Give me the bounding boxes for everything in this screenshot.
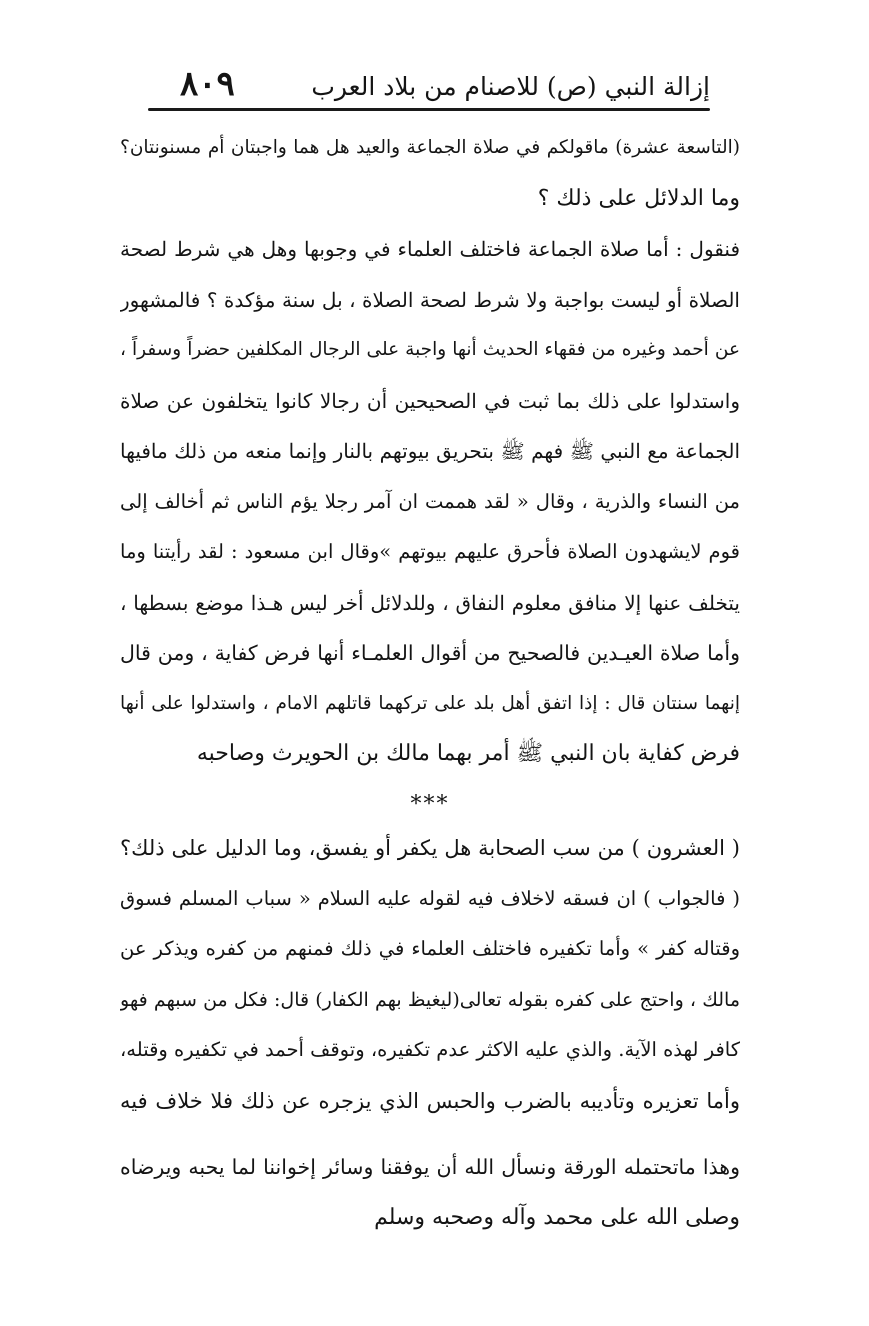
text-line: فرض كفاية بان النبي ﷺ أمر بهما مالك بن الحويرث وصاحبه (196, 741, 740, 766)
text-line: ( العشرون ) من سب الصحابة هل يكفر أو يفسق، وما الدليل على ذلك؟ (120, 836, 740, 860)
text-line: واستدلوا على ذلك بما ثبت في الصحيحين أن رجالا كانوا يتخلفون عن صلاة (120, 388, 740, 413)
text-line: مالك ، واحتج على كفره بقوله تعالى(ليغيظ بهم الكفار) قال: فكل من سبهم فهو (120, 988, 740, 1011)
text-line: يتخلف عنها إلا منافق معلوم النفاق ، وللدلائل أخر ليس هـذا موضع بسطها ، (120, 590, 740, 615)
section-question-20 (120, 823, 740, 1126)
running-header (150, 62, 710, 110)
text-line: كافر لهذه الآية. والذي عليه الاكثر عدم تكفيره، وتوقف أحمد في تكفيره وقتله، (120, 1038, 740, 1061)
header-rule (148, 108, 710, 111)
text-line: قوم لايشهدون الصلاة فأحرق عليهم بيوتهم »وقال ابن مسعود : لقد رأيتنا وما (120, 540, 740, 563)
text-line: من النساء والذرية ، وقال « لقد هممت ان آمر رجلا يؤم الناس ثم أخالف إلى (120, 489, 740, 513)
text-line: وأما صلاة العيـدين فالصحيح من أقوال العلمـاء أنها فرض كفاية ، ومن قال (120, 641, 740, 665)
text-line: وقتاله كفر » وأما تكفيره فاختلف العلماء في ذلك فمنهم من كفره ويذكر عن (120, 937, 740, 960)
text-line: فنقول : أما صلاة الجماعة فاختلف العلماء في وجوبها وهل هي شرط لصحة (120, 237, 740, 261)
text-line: الصلاة أو ليست بواجبة ولا شرط لصحة الصلاة ، بل سنة مؤكدة ؟ فالمشهور (120, 287, 740, 312)
text-line: إنهما سنتان قال : إذا اتفق أهل بلد على تركهما قاتلهم الامام ، واستدلوا على أنها (120, 692, 740, 714)
page-number: ٨٠٩ (180, 64, 235, 104)
text-line: ( فالجواب ) ان فسقه لاخلاف فيه لقوله عليه السلام « سباب المسلم فسوق (120, 886, 740, 910)
text-line: عن أحمد وغيره من فقهاء الحديث أنها واجبة على الرجال المكلفين حضراً وسفراً ، (120, 339, 740, 360)
text-line: وصلى الله على محمد وآله وصحبه وسلم (374, 1204, 740, 1230)
text-line: (التاسعة عشرة) ماقولكم في صلاة الجماعة والعيد هل هما واجبتان أم مسنونتان؟ (120, 137, 740, 158)
text-line: الجماعة مع النبي ﷺ فهم ﷺ بتحريق بيوتهم بالنار وإنما منعه من ذلك مافيها (120, 439, 740, 463)
text-line: وأما تعزيره وتأديبه بالضرب والحبس الذي يزجره عن ذلك فلا خلاف فيه (120, 1088, 740, 1113)
section-question-19 (120, 123, 740, 830)
running-title: إزالة النبي (ص) للاصنام من بلاد العرب (311, 72, 710, 101)
section-separator: *** (410, 791, 450, 817)
closing-paragraph (120, 1142, 740, 1243)
text-line: وهذا ماتحتمله الورقة ونسأل الله أن يوفقنا وسائر إخواننا لما يحبه ويرضاه (120, 1155, 740, 1179)
text-line: وما الدلائل على ذلك ؟ (537, 185, 740, 211)
